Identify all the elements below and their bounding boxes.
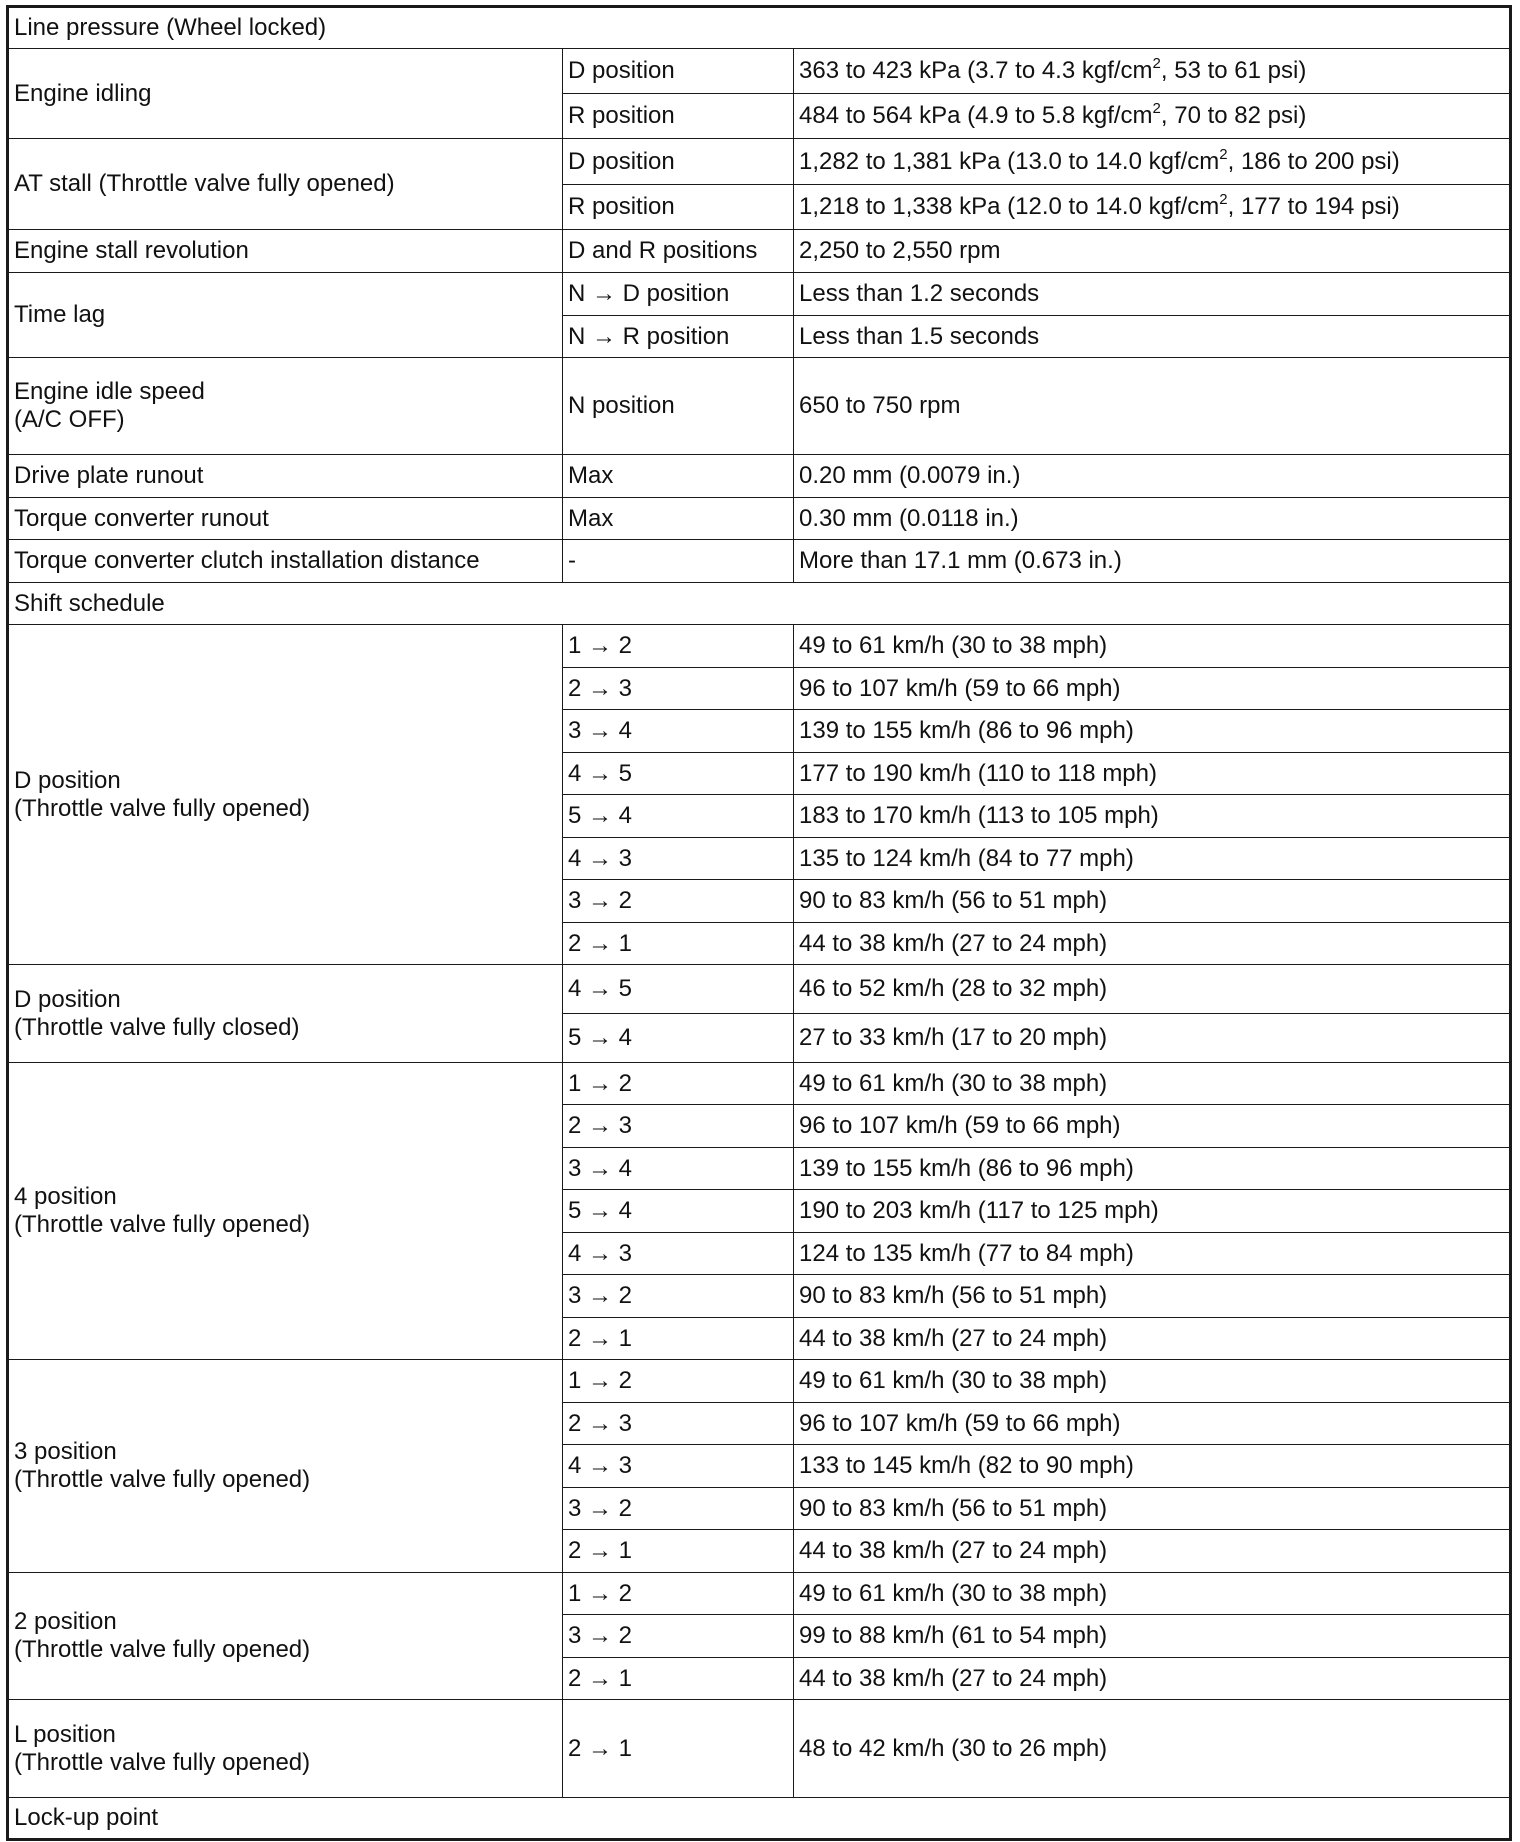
shift-cell: 2 → 3 xyxy=(563,1105,794,1148)
value-cell: 1,282 to 1,381 kPa (13.0 to 14.0 kgf/$cm^2$, 186 to 200 psi) xyxy=(794,139,1511,185)
table-row xyxy=(8,358,1511,455)
value-cell: 2,250 to 2,550 rpm xyxy=(794,230,1511,273)
value-cell: Less than 1.5 seconds xyxy=(794,316,1511,358)
shift-cell: 5 → 4 xyxy=(563,1190,794,1233)
row-label: Torque converter clutch installation distance xyxy=(8,540,563,583)
value-cell: 650 to 750 rpm xyxy=(794,358,1511,455)
shift-cell: 3 → 4 xyxy=(563,1148,794,1190)
table-row xyxy=(8,139,1511,185)
section-header-row xyxy=(8,1798,1511,1840)
value-cell: 46 to 52 km/h (28 to 32 mph) xyxy=(794,965,1511,1014)
group-label: 4 position (Throttle valve fully opened) xyxy=(8,1063,563,1360)
value-cell: 183 to 170 km/h (113 to 105 mph) xyxy=(794,795,1511,838)
shift-cell: 4 → 5 xyxy=(563,753,794,795)
section-header-row xyxy=(8,583,1511,625)
value-cell: 49 to 61 km/h (30 to 38 mph) xyxy=(794,1063,1511,1105)
group-label: 2 position (Throttle valve fully opened) xyxy=(8,1573,563,1700)
condition-cell: N position xyxy=(563,358,794,455)
condition-cell: Max xyxy=(563,455,794,498)
table-row xyxy=(8,1360,1511,1403)
shift-cell: 2 → 1 xyxy=(563,1700,794,1798)
shift-cell: 2 → 1 xyxy=(563,1318,794,1360)
table-row xyxy=(8,273,1511,316)
shift-cell: 5 → 4 xyxy=(563,795,794,838)
condition-cell: Max xyxy=(563,498,794,540)
table-row xyxy=(8,455,1511,498)
condition-cell: - xyxy=(563,540,794,583)
value-cell: 90 to 83 km/h (56 to 51 mph) xyxy=(794,1488,1511,1530)
shift-cell: 4 → 3 xyxy=(563,838,794,880)
value-cell: 44 to 38 km/h (27 to 24 mph) xyxy=(794,923,1511,965)
value-cell: 96 to 107 km/h (59 to 66 mph) xyxy=(794,1403,1511,1445)
shift-cell: 4 → 5 xyxy=(563,965,794,1014)
row-label: Drive plate runout xyxy=(8,455,563,498)
condition-cell: D and R positions xyxy=(563,230,794,273)
value-cell: 190 to 203 km/h (117 to 125 mph) xyxy=(794,1190,1511,1233)
shift-cell: 2 → 3 xyxy=(563,668,794,710)
shift-cell: 3 → 2 xyxy=(563,1615,794,1658)
shift-cell: 3 → 2 xyxy=(563,880,794,923)
shift-cell: 2 → 1 xyxy=(563,923,794,965)
value-cell: 44 to 38 km/h (27 to 24 mph) xyxy=(794,1318,1511,1360)
value-cell: 0.30 mm (0.0118 in.) xyxy=(794,498,1511,540)
value-cell: 49 to 61 km/h (30 to 38 mph) xyxy=(794,625,1511,668)
shift-cell: 2 → 3 xyxy=(563,1403,794,1445)
shift-cell: 4 → 3 xyxy=(563,1233,794,1275)
value-cell: 139 to 155 km/h (86 to 96 mph) xyxy=(794,1148,1511,1190)
value-cell: 363 to 423 kPa (3.7 to 4.3 kgf/$cm^2$, 53 to 61 psi) xyxy=(794,49,1511,94)
table-row xyxy=(8,1700,1511,1798)
table-row xyxy=(8,498,1511,540)
section-header-row xyxy=(8,7,1511,49)
group-label: D position (Throttle valve fully opened) xyxy=(8,625,563,965)
condition-cell: N → D position xyxy=(563,273,794,316)
value-cell: 90 to 83 km/h (56 to 51 mph) xyxy=(794,1275,1511,1318)
shift-cell: 4 → 3 xyxy=(563,1445,794,1488)
value-cell: 44 to 38 km/h (27 to 24 mph) xyxy=(794,1658,1511,1700)
value-cell: Less than 1.2 seconds xyxy=(794,273,1511,316)
table-row xyxy=(8,540,1511,583)
value-cell: 96 to 107 km/h (59 to 66 mph) xyxy=(794,668,1511,710)
shift-cell: 1 → 2 xyxy=(563,1063,794,1105)
value-cell: 27 to 33 km/h (17 to 20 mph) xyxy=(794,1014,1511,1063)
table-row xyxy=(8,1063,1511,1105)
shift-cell: 5 → 4 xyxy=(563,1014,794,1063)
value-cell: More than 17.1 mm (0.673 in.) xyxy=(794,540,1511,583)
row-label: Engine stall revolution xyxy=(8,230,563,273)
shift-cell: 2 → 1 xyxy=(563,1530,794,1573)
shift-cell: 2 → 1 xyxy=(563,1658,794,1700)
value-cell: 1,218 to 1,338 kPa (12.0 to 14.0 kgf/$cm^2$, 177 to 194 psi) xyxy=(794,185,1511,230)
value-cell: 49 to 61 km/h (30 to 38 mph) xyxy=(794,1360,1511,1403)
value-cell: 124 to 135 km/h (77 to 84 mph) xyxy=(794,1233,1511,1275)
shift-cell: 1 → 2 xyxy=(563,625,794,668)
table-row xyxy=(8,230,1511,273)
row-label: Torque converter runout xyxy=(8,498,563,540)
condition-cell: R position xyxy=(563,185,794,230)
group-label: L position (Throttle valve fully opened) xyxy=(8,1700,563,1798)
row-label: Time lag xyxy=(8,273,563,358)
value-cell: 177 to 190 km/h (110 to 118 mph) xyxy=(794,753,1511,795)
section-title: Line pressure (Wheel locked) xyxy=(8,7,1511,49)
value-cell: 49 to 61 km/h (30 to 38 mph) xyxy=(794,1573,1511,1615)
group-label: D position (Throttle valve fully closed) xyxy=(8,965,563,1063)
section-title: Lock-up point xyxy=(8,1798,1511,1840)
value-cell: 133 to 145 km/h (82 to 90 mph) xyxy=(794,1445,1511,1488)
value-cell: 44 to 38 km/h (27 to 24 mph) xyxy=(794,1530,1511,1573)
table-row xyxy=(8,49,1511,94)
shift-cell: 1 → 2 xyxy=(563,1360,794,1403)
table-row xyxy=(8,625,1511,668)
condition-cell: D position xyxy=(563,139,794,185)
shift-cell: 3 → 2 xyxy=(563,1488,794,1530)
section-title: Shift schedule xyxy=(8,583,1511,625)
value-cell: 99 to 88 km/h (61 to 54 mph) xyxy=(794,1615,1511,1658)
table-row xyxy=(8,965,1511,1014)
shift-cell: 3 → 4 xyxy=(563,710,794,753)
row-label: Engine idling xyxy=(8,49,563,139)
value-cell: 484 to 564 kPa (4.9 to 5.8 kgf/$cm^2$, 70 to 82 psi) xyxy=(794,94,1511,139)
row-label: AT stall (Throttle valve fully opened) xyxy=(8,139,563,230)
group-label: 3 position (Throttle valve fully opened) xyxy=(8,1360,563,1573)
value-cell: 48 to 42 km/h (30 to 26 mph) xyxy=(794,1700,1511,1798)
row-label: Engine idle speed (A/C OFF) xyxy=(8,358,563,455)
condition-cell: N → R position xyxy=(563,316,794,358)
shift-cell: 1 → 2 xyxy=(563,1573,794,1615)
condition-cell: D position xyxy=(563,49,794,94)
specification-table xyxy=(6,5,1512,1841)
table-row xyxy=(8,1573,1511,1615)
value-cell: 90 to 83 km/h (56 to 51 mph) xyxy=(794,880,1511,923)
shift-cell: 3 → 2 xyxy=(563,1275,794,1318)
value-cell: 139 to 155 km/h (86 to 96 mph) xyxy=(794,710,1511,753)
value-cell: 0.20 mm (0.0079 in.) xyxy=(794,455,1511,498)
condition-cell: R position xyxy=(563,94,794,139)
value-cell: 135 to 124 km/h (84 to 77 mph) xyxy=(794,838,1511,880)
value-cell: 96 to 107 km/h (59 to 66 mph) xyxy=(794,1105,1511,1148)
